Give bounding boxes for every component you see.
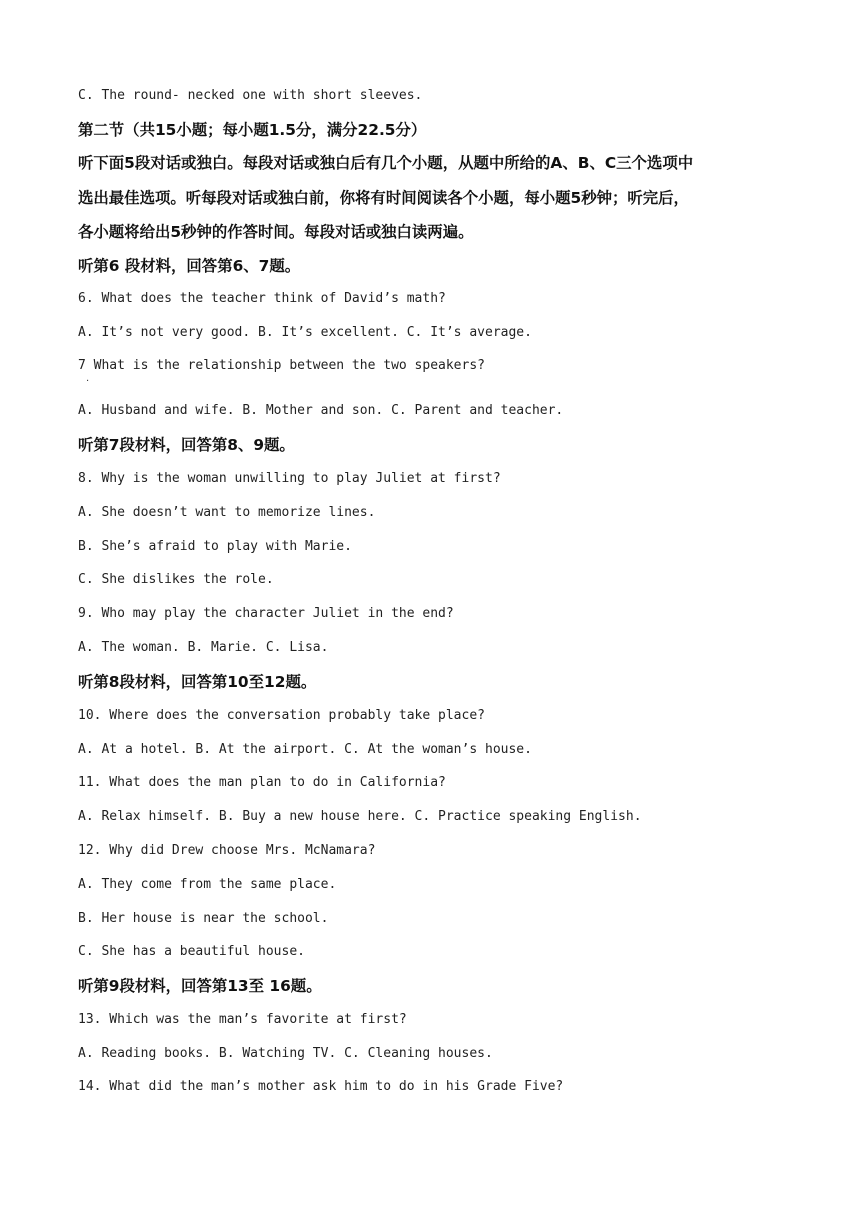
option-line: A. Husband and wife. B. Mother and son. C. Parent and teacher. — [78, 403, 564, 418]
material-heading: 听第8段材料，回答第10至12题。 — [78, 673, 317, 691]
question-line: 9. Who may play the character Juliet in the end? — [78, 606, 454, 621]
option-line: C. She has a beautiful house. — [78, 944, 305, 959]
option-line: C. She dislikes the role. — [78, 572, 274, 587]
option-line: A. Reading books. B. Watching TV. C. Cleaning houses. — [78, 1046, 493, 1061]
question-line: 7 What is the relationship between the two speakers? — [78, 358, 485, 373]
option-line: B. Her house is near the school. — [78, 911, 329, 926]
question-line: 13. Which was the man’s favorite at first? — [78, 1012, 407, 1027]
instruction-line: 听下面5段对话或独白。每段对话或独白后有几个小题，从题中所给的A、B、C三个选项中 — [78, 154, 694, 172]
option-line: C. The round- necked one with short sleeves. — [78, 88, 423, 103]
material-heading: 听第6 段材料，回答第6、7题。 — [78, 257, 301, 275]
question-line: 8. Why is the woman unwilling to play Juliet at first? — [78, 471, 501, 486]
dot-mark: · — [86, 376, 90, 387]
question-line: 12. Why did Drew choose Mrs. McNamara? — [78, 843, 376, 858]
option-line: B. She’s afraid to play with Marie. — [78, 539, 352, 554]
instruction-line: 各小题将给出5秒钟的作答时间。每段对话或独白读两遍。 — [78, 223, 474, 241]
option-line: A. At a hotel. B. At the airport. C. At the woman’s house. — [78, 742, 532, 757]
instruction-line: 选出最佳选项。听每段对话或独白前，你将有时间阅读各个小题，每小题5秒钟；听完后， — [78, 189, 689, 207]
option-line: A. She doesn’t want to memorize lines. — [78, 505, 376, 520]
section-heading: 第二节（共15小题；每小题1.5分，满分22.5分） — [78, 121, 427, 139]
material-heading: 听第7段材料，回答第8、9题。 — [78, 436, 295, 454]
question-line: 11. What does the man plan to do in California? — [78, 775, 446, 790]
option-line: A. Relax himself. B. Buy a new house here. C. Practice speaking English. — [78, 809, 642, 824]
material-heading: 听第9段材料，回答第13至 16题。 — [78, 977, 322, 995]
option-line: A. They come from the same place. — [78, 877, 337, 892]
option-line: A. The woman. B. Marie. C. Lisa. — [78, 640, 329, 655]
question-line: 14. What did the man’s mother ask him to do in his Grade Five? — [78, 1079, 564, 1094]
question-line: 6. What does the teacher think of David’s math? — [78, 291, 446, 306]
question-line: 10. Where does the conversation probably take place? — [78, 708, 485, 723]
option-line: A. It’s not very good. B. It’s excellent. C. It’s average. — [78, 325, 532, 340]
